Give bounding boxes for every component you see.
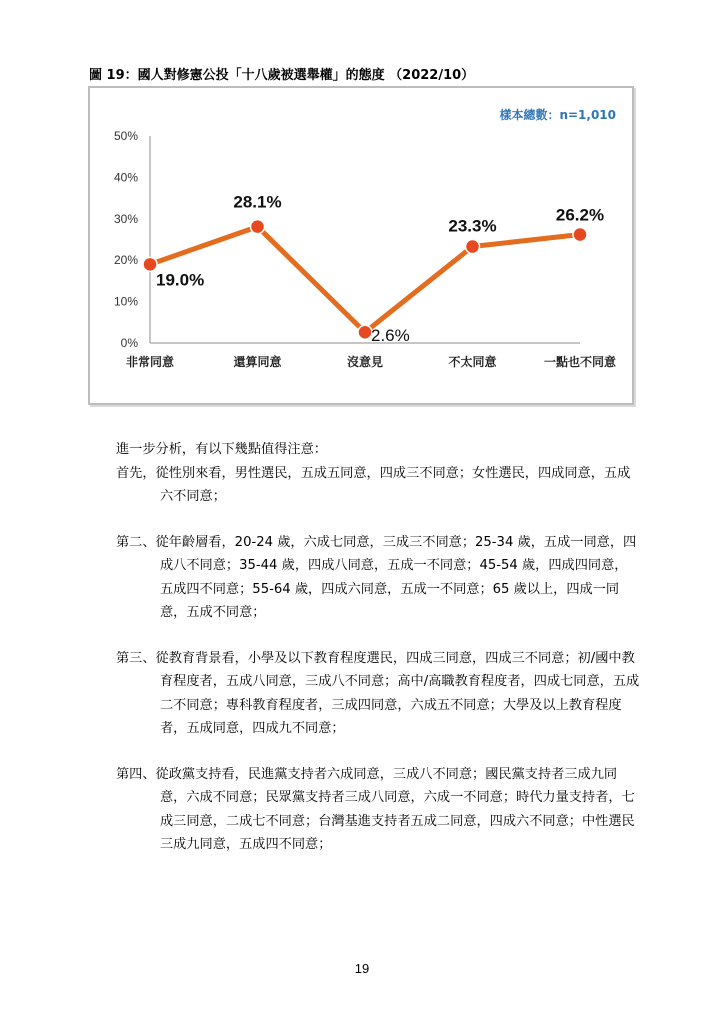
y-tick-label: 40% <box>113 170 138 185</box>
chart-frame <box>88 86 634 405</box>
x-category-label: 還算同意 <box>233 355 282 369</box>
analysis-paragraph-gender: 首先，從性別來看，男性選民，五成五同意，四成三不同意；女性選民，四成同意，五成六不同意； <box>116 465 631 504</box>
analysis-intro: 進一步分析，有以下幾點值得注意： <box>116 442 327 457</box>
y-tick-label: 20% <box>113 253 138 268</box>
data-label: 23.3% <box>448 216 497 236</box>
data-point-marker <box>251 220 265 234</box>
x-category-label: 不太同意 <box>448 355 497 369</box>
data-label: 26.2% <box>555 205 605 225</box>
x-category-label: 沒意見 <box>346 355 384 369</box>
analysis-paragraph-education: 第三、從教育背景看，小學及以下教育程度選民，四成三同意，四成三不同意；初/國中教育程度者，五成八同意，三成八不同意；高中/高職教育程度者，四成七同意，五成二不同意；專科教育程度者，三成四同意，六成五不同意；大學及以上教育程度者，五成同意，四成九不同意； <box>116 650 640 736</box>
figure-title: 圖 19：國人對修憲公投「十八歲被選舉權」的態度 （2022/10） <box>89 68 475 83</box>
x-category-label: 一點也不同意 <box>543 355 617 369</box>
data-point-marker <box>358 325 372 339</box>
x-category-label: 非常同意 <box>125 355 175 369</box>
sample-size-note: 樣本總數：n=1,010 <box>499 108 616 122</box>
page-number: 19 <box>354 961 370 976</box>
analysis-paragraph-age: 第二、從年齡層看，20-24 歲，六成七同意，三成三不同意；25-34 歲，五成一同意，四成八不同意；35-44 歲，四成八同意，五成一不同意；45-54 歲，四成四同意，五成四不同意；55-64 歲，四成六同意，五成一不同意；65 歲以上，四成一同意，五成不同意； <box>116 534 637 620</box>
y-tick-label: 30% <box>113 211 138 226</box>
analysis-section <box>116 438 640 857</box>
data-label: 2.6% <box>371 326 410 346</box>
data-label: 19.0% <box>156 270 205 290</box>
data-point-marker <box>573 228 587 242</box>
data-label: 28.1% <box>233 192 282 212</box>
line-chart <box>90 88 632 403</box>
y-tick-label: 10% <box>113 294 138 309</box>
data-series-line <box>150 227 580 333</box>
data-point-marker <box>466 240 480 254</box>
y-tick-label: 50% <box>113 129 138 143</box>
data-point-marker <box>143 257 157 271</box>
analysis-paragraph-party: 第四、從政黨支持看，民進黨支持者六成同意，三成八不同意；國民黨支持者三成九同意，六成不同意；民眾黨支持者三成八同意，六成一不同意；時代力量支持者，七成三同意，二成七不同意；台灣基進支持者五成二同意，四成六不同意；中性選民三成九同意，五成四不同意； <box>116 766 635 852</box>
y-tick-label: 0% <box>120 336 138 350</box>
